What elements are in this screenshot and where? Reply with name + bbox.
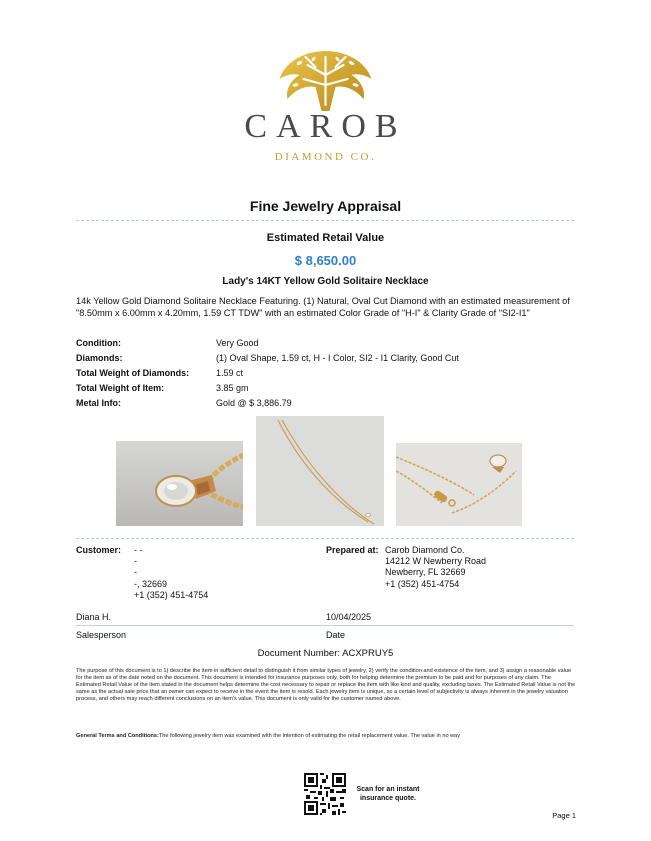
item-description: 14k Yellow Gold Diamond Solitaire Necklace Featuring. (1) Natural, Oval Cut Diamond with an estimated measurement of "8.50mm x 6.00mm x 4.20mm, 1.59 CT TDW" with an estimated Color Grade of "H-I" & Clarity Grade of "SI2-I1" bbox=[76, 296, 570, 318]
detail-value: Gold @ $ 3,886.79 bbox=[216, 398, 292, 408]
customer-line: +1 (352) 451-4754 bbox=[134, 589, 209, 600]
details-table bbox=[76, 336, 576, 411]
detail-value: (1) Oval Shape, 1.59 ct, H - I Color, SI2 - I1 Clarity, Good Cut bbox=[216, 353, 459, 363]
qr-code-icon[interactable] bbox=[304, 773, 346, 815]
customer-line: - bbox=[134, 556, 137, 567]
prepared-label: Prepared at: bbox=[326, 545, 379, 555]
detail-label: Total Weight of Diamonds: bbox=[76, 368, 190, 378]
qr-caption-line: insurance quote. bbox=[359, 795, 416, 802]
customer-line: - bbox=[134, 567, 137, 578]
erv-value: $ 8,650.00 bbox=[294, 253, 357, 268]
detail-row-diamonds bbox=[76, 351, 576, 366]
full-necklace-photo bbox=[256, 416, 384, 526]
item-title: Lady's 14KT Yellow Gold Solitaire Necklace bbox=[222, 276, 429, 287]
divider bbox=[76, 625, 574, 626]
pendant-closeup-photo bbox=[116, 441, 243, 526]
logo-wordmark: CAROB bbox=[244, 108, 407, 145]
detail-label: Condition: bbox=[76, 338, 121, 348]
disclaimer-text: The purpose of this document is to 1) describe the item in sufficient detail to distinguish it from similar types of jewelry, 2) verify the condition and existence of the item, and 3) assign a reasonable value for the item as of the date noted on the document. This document is intended for insurance purposes only, both for helping determine the premium to be paid and for purposes of any claim. The Estimated Retail Value of the item stated in the document helps determine the cost necessary to repair or replace the item with like kind and quality, excluding taxes. The Estimated Retail Value is not the same as the actual sale price that an owner can expect to receive in the event the item is resold. Each jewelry item is unique, so a certain level of subjectivity is always inherent in the jewelry valuation process, and others may reach different conclusions on an item's value. This document is only valid for the customer named above. bbox=[76, 668, 576, 703]
prepared-block bbox=[326, 545, 576, 595]
prepared-line: 14212 W Newberry Road bbox=[385, 556, 487, 567]
page-number: Page 1 bbox=[552, 811, 576, 820]
page-title: Fine Jewelry Appraisal bbox=[249, 198, 402, 214]
detail-row-metal bbox=[76, 396, 576, 411]
terms-block bbox=[76, 733, 576, 740]
customer-line: -, 32669 bbox=[134, 578, 168, 589]
terms-label: General Terms and Conditions: bbox=[76, 733, 159, 739]
detail-value: Very Good bbox=[216, 338, 259, 348]
salesperson-label: Salesperson bbox=[76, 630, 127, 640]
date-label: Date bbox=[326, 630, 346, 640]
detail-label: Diamonds: bbox=[76, 353, 123, 363]
prepared-line: Newberry, FL 32669 bbox=[385, 567, 466, 578]
logo-subtitle: DIAMOND CO. bbox=[274, 151, 377, 163]
salesperson-name: Diana H. bbox=[76, 612, 112, 622]
detail-row-item-weight bbox=[76, 381, 576, 396]
detail-row-condition bbox=[76, 336, 576, 351]
detail-label: Total Weight of Item: bbox=[76, 383, 165, 393]
detail-value: 1.59 ct bbox=[216, 368, 244, 378]
customer-block bbox=[76, 545, 296, 605]
detail-row-diamond-weight bbox=[76, 366, 576, 381]
divider bbox=[76, 538, 574, 539]
chain-clasp-photo bbox=[396, 443, 522, 526]
document-number: Document Number: ACXPRUY5 bbox=[257, 648, 394, 659]
prepared-line: +1 (352) 451-4754 bbox=[385, 578, 460, 589]
tree-icon bbox=[275, 45, 376, 115]
prepared-line: Carob Diamond Co. bbox=[385, 545, 465, 555]
customer-line: - - bbox=[134, 545, 143, 555]
terms-text: The following jewelry item was examined with the intention of estimating the retail replacement value. The value in no way bbox=[158, 733, 461, 739]
detail-label: Metal Info: bbox=[76, 398, 121, 408]
customer-label: Customer: bbox=[76, 545, 122, 555]
detail-value: 3.85 gm bbox=[216, 383, 249, 393]
appraisal-date: 10/04/2025 bbox=[326, 612, 372, 622]
erv-label: Estimated Retail Value bbox=[266, 232, 385, 244]
qr-caption bbox=[356, 785, 420, 803]
divider bbox=[76, 220, 574, 221]
qr-caption-line: Scan for an instant bbox=[356, 786, 420, 793]
